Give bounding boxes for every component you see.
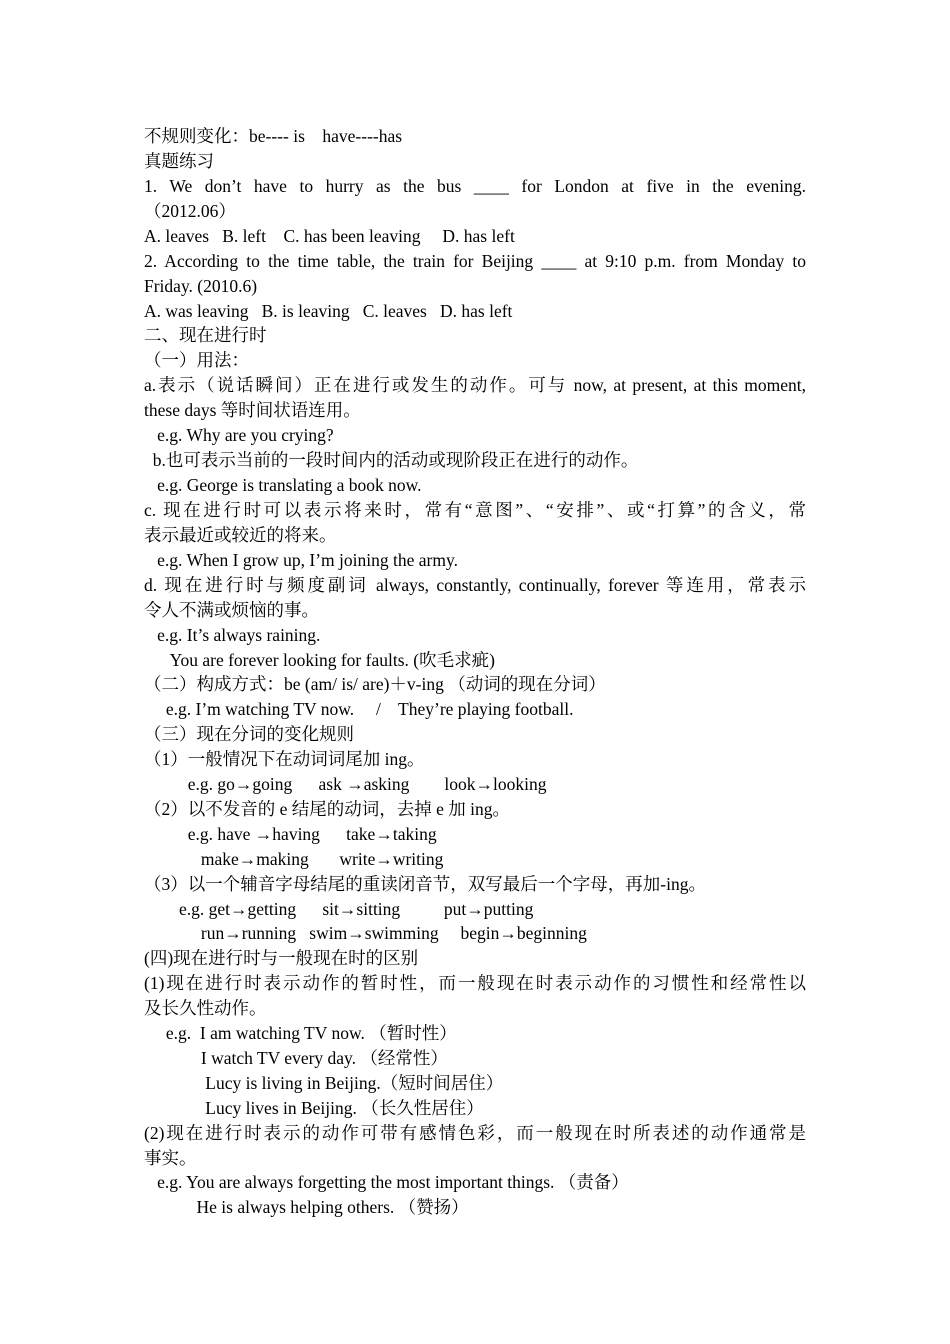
difference-1-example-3: Lucy is living in Beijing.（短时间居住） — [144, 1073, 504, 1093]
usage-c-example: e.g. When I grow up, I’m joining the army. — [144, 550, 458, 570]
question-1-options: A. leaves B. left C. has been leaving D. has left — [144, 226, 515, 246]
section-heading-practice: 真题练习 — [144, 151, 214, 171]
difference-1-example-4: Lucy lives in Beijing. （长久性居住） — [144, 1098, 484, 1118]
difference-1-line-2: 及长久性动作。 — [144, 998, 267, 1018]
usage-c-line-1: c. 现在进行时可以表示将来时，常有“意图”、“安排”、或“打算”的含义，常 — [144, 500, 806, 520]
difference-1-line-1: (1)现在进行时表示动作的暂时性，而一般现在时表示动作的习惯性和经常性以 — [144, 973, 806, 993]
rule-3-example-2: run→running swim→swimming begin→beginning — [144, 923, 587, 943]
rule-2-example-1: e.g. have →having take→taking — [144, 824, 437, 844]
section-heading-present-continuous: 二、现在进行时 — [144, 325, 267, 345]
rule-3-example-1: e.g. get→getting sit→sitting put→putting — [144, 899, 534, 919]
usage-c-line-2: 表示最近或较近的将来。 — [144, 525, 337, 545]
usage-d-line-1: d. 现在进行时与频度副词 always, constantly, continually, forever 等连用，常表示 — [144, 575, 806, 595]
usage-d-example-1: e.g. It’s always raining. — [144, 625, 321, 645]
usage-d-example-2: You are forever looking for faults. (吹毛求疵) — [144, 650, 495, 670]
subheading-structure: （二）构成方式：be (am/ is/ are)＋v-ing （动词的现在分词） — [144, 674, 606, 694]
rule-3-line: （3）以一个辅音字母结尾的重读闭音节，双写最后一个字母，再加-ing。 — [144, 874, 706, 894]
difference-2-line-1: (2)现在进行时表示的动作可带有感情色彩，而一般现在时所表述的动作通常是 — [144, 1123, 806, 1143]
subheading-usage: （一）用法： — [144, 350, 249, 370]
usage-a-line-1: a.表示（说话瞬间）正在进行或发生的动作。可与 now, at present, at this moment, — [144, 375, 806, 395]
rule-1-example: e.g. go→going ask →asking look→looking — [144, 774, 547, 794]
subheading-difference: (四)现在进行时与一般现在时的区别 — [144, 948, 419, 968]
rule-2-line: （2）以不发音的 e 结尾的动词，去掉 e 加 ing。 — [144, 799, 511, 819]
usage-a-example: e.g. Why are you crying? — [144, 425, 334, 445]
text-line-irregular-change: 不规则变化：be---- is have----has — [144, 126, 403, 146]
subheading-participle-rules: （三）现在分词的变化规则 — [144, 724, 354, 744]
rule-2-example-2: make→making write→writing — [144, 849, 444, 869]
rule-1-line: （1）一般情况下在动词词尾加 ing。 — [144, 749, 425, 769]
question-2-options: A. was leaving B. is leaving C. leaves D. has left — [144, 301, 513, 321]
question-1-stem: 1. We don’t have to hurry as the bus ____ for London at five in the evening. — [144, 176, 806, 196]
difference-2-line-2: 事实。 — [144, 1148, 197, 1168]
usage-a-line-2: these days 等时间状语连用。 — [144, 400, 361, 420]
usage-d-line-2: 令人不满或烦恼的事。 — [144, 600, 319, 620]
question-1-year: （2012.06） — [144, 201, 236, 221]
difference-2-example-2: He is always helping others. （赞扬） — [144, 1197, 469, 1217]
difference-1-example-2: I watch TV every day. （经常性） — [144, 1048, 448, 1068]
usage-b-line: b.也可表示当前的一段时间内的活动或现阶段正在进行的动作。 — [144, 450, 639, 470]
difference-2-example-1: e.g. You are always forgetting the most important things. （责备） — [144, 1172, 629, 1192]
question-2-stem: 2. According to the time table, the train for Beijing ____ at 9:10 p.m. from Monday to — [144, 251, 806, 271]
question-2-year: Friday. (2010.6) — [144, 276, 258, 296]
usage-b-example: e.g. George is translating a book now. — [144, 475, 422, 495]
structure-example: e.g. I’m watching TV now. / They’re playing football. — [144, 699, 574, 719]
difference-1-example-1: e.g. I am watching TV now. （暂时性） — [144, 1023, 457, 1043]
